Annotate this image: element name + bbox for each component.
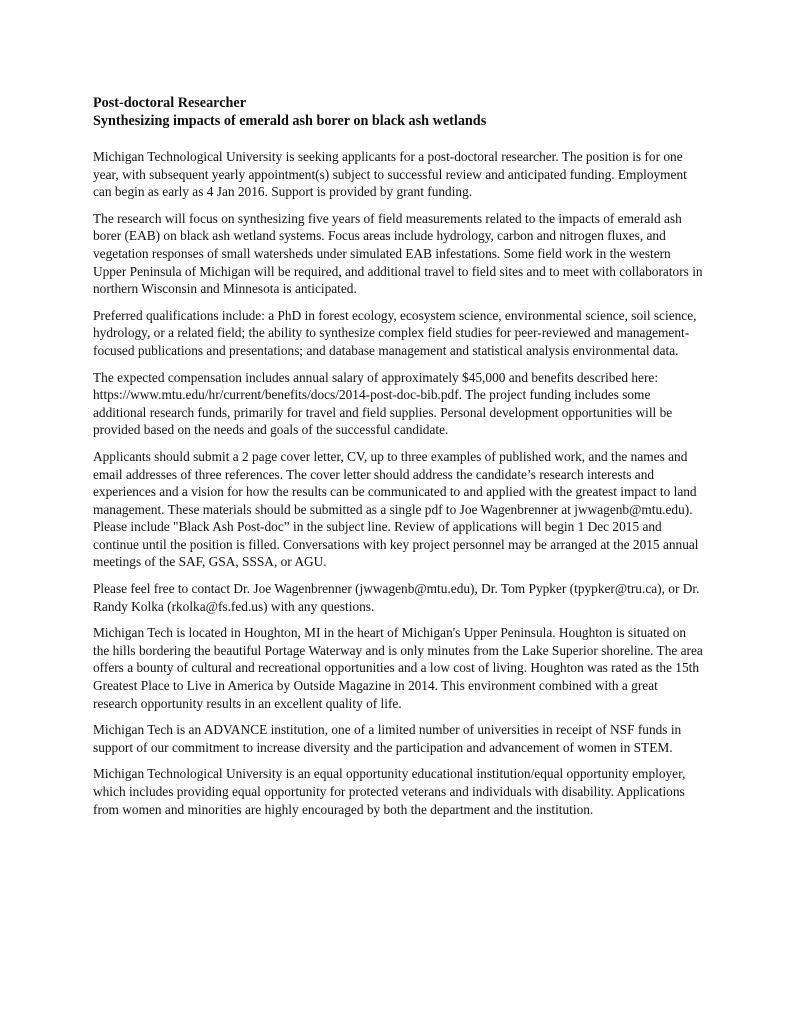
paragraph-compensation: The expected compensation includes annual salary of approximately $45,000 and benefits described here: https://www.mtu.edu/hr/current/benefits/docs/2014-post-doc-bib.pdf. The project funding includes some additional research funds, primarily for travel and field supplies. Personal development opportunities will be provided based on the needs and goals of the successful candidate.	[93, 369, 673, 438]
paragraph-contacts: Please feel free to contact Dr. Joe Wagenbrenner (jwwagenb@mtu.edu), Dr. Tom Pypker (tpypker@tru.ca), or Dr. Randy Kolka (rkolka@fs.fed.us) with any questions.	[93, 581, 700, 614]
paragraph-application: Applicants should submit a 2 page cover letter, CV, up to three examples of published work, and the names and email addresses of three references. The cover letter should address the candidate’s research interests and experiences and a vision for how the results can be communicated to and applied with the greatest impact to land management. These materials should be submitted as a single pdf to Joe Wagenbrenner at jwwagenb@mtu.edu). Please include "Black Ash Post-doc” in the subject line. Review of applications will begin 1 Dec 2015 and continue until the position is filled. Conversations with key project personnel may be arranged at the 2015 annual meetings of the SAF, GSA, SSSA, or AGU.	[93, 448, 699, 570]
project-subtitle: Synthesizing impacts of emerald ash borer on black ash wetlands	[93, 113, 487, 129]
paragraph-research-focus: The research will focus on synthesizing five years of field measurements related to the impacts of emerald ash borer (EAB) on black ash wetland systems. Focus areas include hydrology, carbon and nitrogen fluxes, and vegetation responses of small watersheds under simulated EAB infestations. Some field work in the western Upper Peninsula of Michigan will be required, and additional travel to field sites and to meet with collaborators in northern Wisconsin and Minnesota is anticipated.	[93, 210, 703, 297]
title-block	[93, 94, 705, 130]
paragraph-advance: Michigan Tech is an ADVANCE institution, one of a limited number of universities in receipt of NSF funds in support of our commitment to increase diversity and the participation and advancement of women in STEM.	[93, 722, 682, 755]
position-title: Post-doctoral Researcher	[93, 95, 246, 111]
paragraph-location: Michigan Tech is located in Houghton, MI in the heart of Michigan's Upper Peninsula. Houghton is situated on the hills bordering the beautiful Portage Waterway and is only minutes from the Lake Superior shoreline. The area offers a bounty of cultural and recreational opportunities and a low cost of living. Houghton was rated as the 15th Greatest Place to Live in America by Outside Magazine in 2014. This environment combined with a great research opportunity results in an excellent quality of life.	[93, 625, 703, 711]
document-page	[93, 94, 705, 827]
paragraph-intro: Michigan Technological University is seeking applicants for a post-doctoral researcher. The position is for one year, with subsequent yearly appointment(s) subject to successful review and anticipated funding. Employment can begin as early as 4 Jan 2016. Support is provided by grant funding.	[93, 149, 687, 200]
paragraph-qualifications: Preferred qualifications include: a PhD in forest ecology, ecosystem science, environmental science, soil science, hydrology, or a related field; the ability to synthesize complex field studies for peer-reviewed and management-focused publications and presentations; and database management and statistical analysis environmental data.	[93, 307, 697, 358]
paragraph-equal-opportunity: Michigan Technological University is an equal opportunity educational institution/equal opportunity employer, which includes providing equal opportunity for protected veterans and individuals with disability. Applications from women and minorities are highly encouraged by both the department and the institution.	[93, 766, 686, 817]
